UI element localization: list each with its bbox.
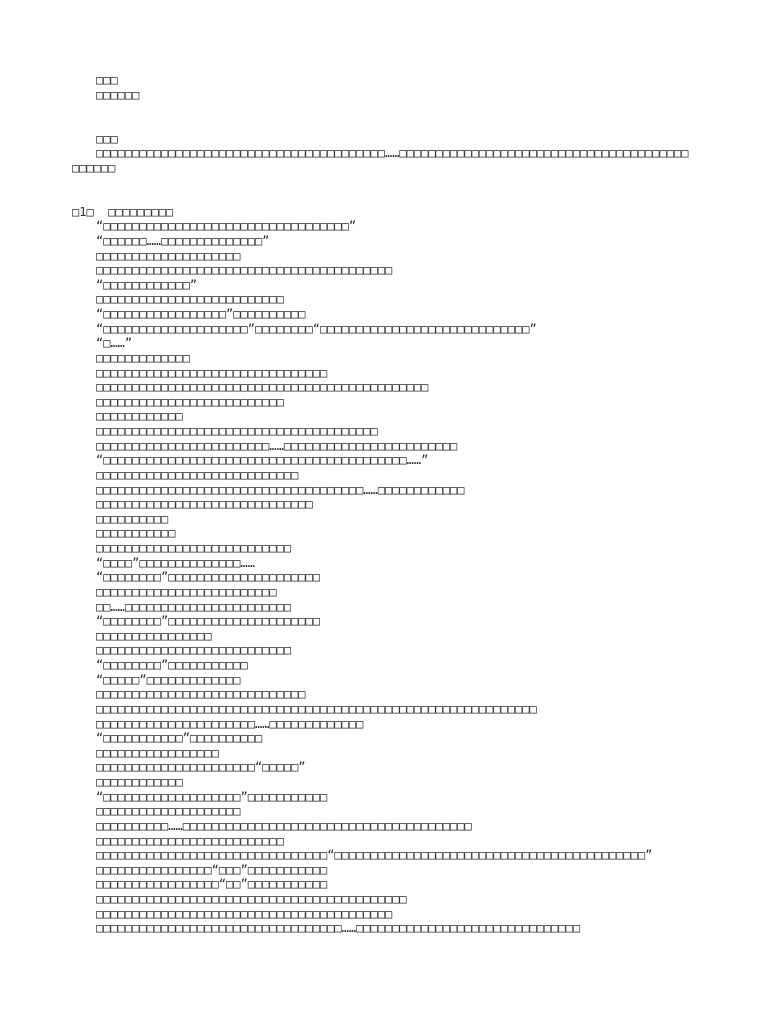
field-label: □□□ <box>96 73 118 87</box>
text-line: □□□□□□□□□□□□□□□□□□□□□□□□□□□□ <box>96 467 299 482</box>
text-line: □□□□□□□□□□□□□ <box>96 350 190 365</box>
text-line: □□□□□□□□□□□□□□□□□□□□ <box>96 804 241 819</box>
text-line: □□□□□□□□□□□□□□□□□□□□□□……□□□□□□□□□□□□□ <box>96 716 364 731</box>
text-line: □□□□□□□□□□ <box>96 511 169 526</box>
blank-line <box>72 190 752 205</box>
text-line: □□□□□□□□□□□□□□□□□□□□□□□□□ <box>96 584 277 599</box>
text-line: “□□□□□□……□□□□□□□□□□□□□□” <box>96 233 270 248</box>
text-line: “□……” <box>96 336 133 351</box>
text-line: “□□□□□□□□”□□□□□□□□□□□□□□□□□□□□□ <box>96 614 320 629</box>
text-line: □□□□□□□□□□□□ <box>96 775 183 789</box>
text-line: □□□□□□□□□□□□□□□□□□□□□□□□□□ <box>96 394 284 409</box>
text-line: □□□□□□□□□□□□□□□□□□□□□□□□□□□□□□□□□□□□□……□□□□□□□□□□□□ <box>96 482 465 497</box>
text-line: □□□□□□□□□□□□□□□□□□□□□□□□□□□□□ <box>96 687 306 702</box>
text-line: □□□□□□□□□□□□□□□□□□□□□□□□□□□□□□□□“□□□□□□□□□□□□□□□□□□□□□□□□□□□□□□□□□□□□□□□□□□□” <box>96 848 653 863</box>
text-line: □□□□□□□□□□□□□□□□□□□□□□□□□□□□□□ <box>96 497 313 512</box>
text-line: □□□□□□□□□□……□□□□□□□□□□□□□□□□□□□□□□□□□□□□□□□□□□□□□□□□ <box>96 818 472 833</box>
text-line: □□……□□□□□□□□□□□□□□□□□□□□□□□ <box>96 599 292 614</box>
text-line: “□□□□□”□□□□□□□□□□□□□ <box>96 672 241 687</box>
field-value: □□□□□□ <box>96 87 140 102</box>
text-line: □□□□□□□□□□□□□□□□□□□□□□□□□□□□□□□□□□□□□□□□□□□□□□□□□□□□□□□□□□□□□ <box>96 701 537 716</box>
chapter-body <box>72 219 752 936</box>
text-line: □□□□□□□□□□□□□□□□□□□□□□□□……□□□□□□□□□□□□□□□□□□□□□□□□ <box>96 438 458 453</box>
text-line: □□□□□□□□□□□□□□□□□□□□□□□□□□□□□□□□□□□□□□□□□□□ <box>96 892 407 906</box>
text-line: □□□□□□□□□□□□□□□□□ <box>96 745 219 760</box>
field-value-continuation: □□□□□□ <box>72 160 116 175</box>
text-line: “□□□□□□□□”□□□□□□□□□□□ <box>96 658 248 672</box>
text-line: □□□□□□□□□□□□□□□□□□□□□□□□□□□□□□□□ <box>96 365 328 380</box>
text-line: □□□□□□□□□□□□□□□□□□□□□□□□□□□ <box>96 541 292 555</box>
text-line: □□□□□□□□□□□ <box>96 526 176 541</box>
text-line: □□□□□□□□□□□□□□□□□□□□ <box>96 248 241 263</box>
text-line: □□□□□□□□□□□□□□□□ <box>96 628 212 643</box>
text-line: “□□□□□□□□□□□□” <box>96 277 198 292</box>
text-line: “□□□□□□□□□□□□□□□□□□□□”□□□□□□□□“□□□□□□□□□□□□□□□□□□□□□□□□□□□□□” <box>96 321 537 336</box>
text-line: “□□□□□□□□□□□□□□□□□□□”□□□□□□□□□□□ <box>96 789 328 804</box>
text-line: □□□□□□□□□□□□□□□□□□□□□□□□□□ <box>96 292 284 307</box>
text-line: □□□□□□□□□□□□□□□□□□□□□□□□□□ <box>96 833 284 848</box>
document-text <box>72 73 752 936</box>
field-label: □□□ <box>96 131 118 146</box>
blank-line <box>72 117 752 132</box>
text-line: □□□□□□□□□□□□□□□□“□□□”□□□□□□□□□□□ <box>96 862 328 877</box>
field-value: □□□□□□□□□□□□□□□□□□□□□□□□□□□□□□□□□□□□□□□□……□□□□□□□□□□□□□□□□□□□□□□□□□□□□□□□□□□□□□□□□ <box>96 146 689 161</box>
text-line: □□□□□□□□□□□□□□□□□“□□”□□□□□□□□□□□ <box>96 877 328 892</box>
text-line: □□□□□□□□□□□□ <box>96 409 183 424</box>
blank-line <box>72 175 752 190</box>
text-line: □□□□□□□□□□□□□□□□□□□□□□□□□□□□□□□□□□□□□□□ <box>96 424 378 438</box>
text-line: □□□□□□□□□□□□□□□□□□□□□□“□□□□□” <box>96 760 306 775</box>
text-line: □□□□□□□□□□□□□□□□□□□□□□□□□□□ <box>96 643 292 658</box>
text-line: “□□□□□□□□□□□□□□□□□□□□□□□□□□□□□□□□□□□□□□□□□□……” <box>96 453 429 468</box>
text-line: “□□□□□□□□”□□□□□□□□□□□□□□□□□□□□□ <box>96 570 320 585</box>
text-line: □□□□□□□□□□□□□□□□□□□□□□□□□□□□□□□□□□□□□□□□□ <box>96 263 393 278</box>
blank-line <box>72 102 752 117</box>
text-line: “□□□□□□□□□□□”□□□□□□□□□□ <box>96 731 263 746</box>
text-line: “□□□□”□□□□□□□□□□□□□□…… <box>96 555 255 570</box>
text-line: □□□□□□□□□□□□□□□□□□□□□□□□□□□□□□□□□□……□□□□□□□□□□□□□□□□□□□□□□□□□□□□□□□ <box>96 921 581 936</box>
text-line: □□□□□□□□□□□□□□□□□□□□□□□□□□□□□□□□□□□□□□□□□ <box>96 906 393 921</box>
text-line: □□□□□□□□□□□□□□□□□□□□□□□□□□□□□□□□□□□□□□□□□□□□□□ <box>96 380 429 395</box>
text-line: “□□□□□□□□□□□□□□□□□”□□□□□□□□□□ <box>96 307 306 321</box>
chapter-heading: □1□ □□□□□□□□□ <box>72 204 174 219</box>
text-line: “□□□□□□□□□□□□□□□□□□□□□□□□□□□□□□□□□□” <box>96 219 357 234</box>
